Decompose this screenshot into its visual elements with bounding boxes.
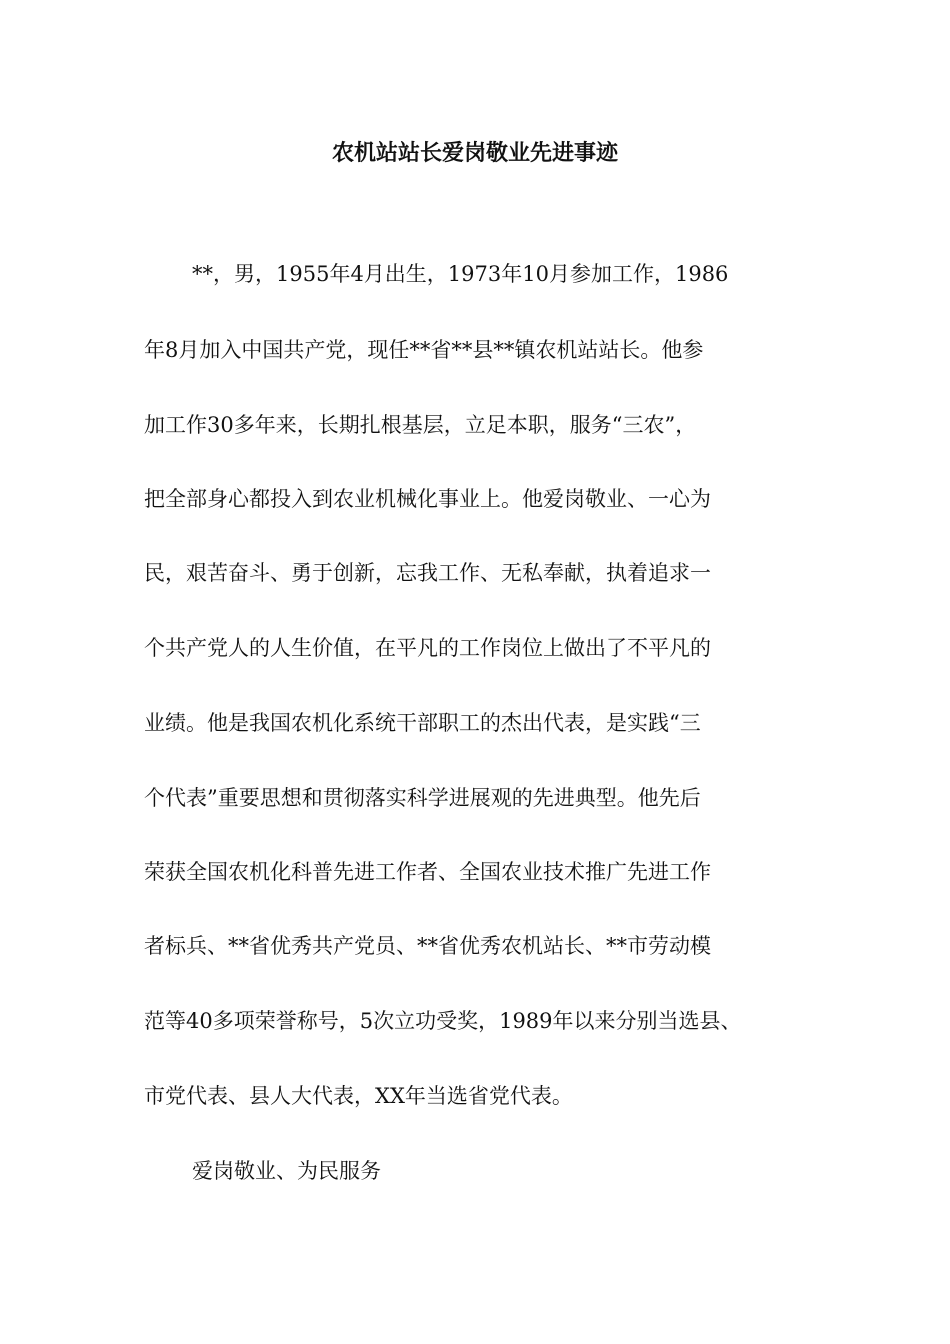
paragraph-line: 荣获全国农机化科普先进工作者、全国农业技术推广先进工作 bbox=[144, 860, 711, 884]
document-title: 农机站站长爱岗敬业先进事迹 bbox=[331, 140, 618, 166]
paragraph-line: 范等40多项荣誉称号，5次立功受奖，1989年以来分别当选县、 bbox=[144, 1009, 742, 1033]
paragraph-line: 者标兵、**省优秀共产党员、**省优秀农机站长、**市劳动模 bbox=[144, 934, 711, 958]
paragraph-line: 加工作30多年来，长期扎根基层，立足本职，服务“三农”， bbox=[144, 413, 697, 437]
paragraph-line: 市党代表、县人大代表，XX年当选省党代表。 bbox=[144, 1084, 573, 1108]
paragraph-line: 个共产党人的人生价值，在平凡的工作岗位上做出了不平凡的 bbox=[144, 636, 711, 660]
paragraph-line: 业绩。他是我国农机化系统干部职工的杰出代表，是实践“三 bbox=[144, 711, 701, 735]
paragraph-line: 民，艰苦奋斗、勇于创新，忘我工作、无私奉献，执着追求一 bbox=[144, 561, 711, 585]
paragraph-line: 个代表”重要思想和贯彻落实科学进展观的先进典型。他先后 bbox=[144, 786, 701, 810]
paragraph-line: **，男，1955年4月出生，1973年10月参加工作，1986 bbox=[192, 262, 729, 286]
paragraph-line: 把全部身心都投入到农业机械化事业上。他爱岗敬业、一心为 bbox=[144, 487, 711, 511]
section-heading: 爱岗敬业、为民服务 bbox=[192, 1159, 381, 1183]
paragraph-line: 年8月加入中国共产党，现任**省**县**镇农机站站长。他参 bbox=[144, 338, 704, 362]
